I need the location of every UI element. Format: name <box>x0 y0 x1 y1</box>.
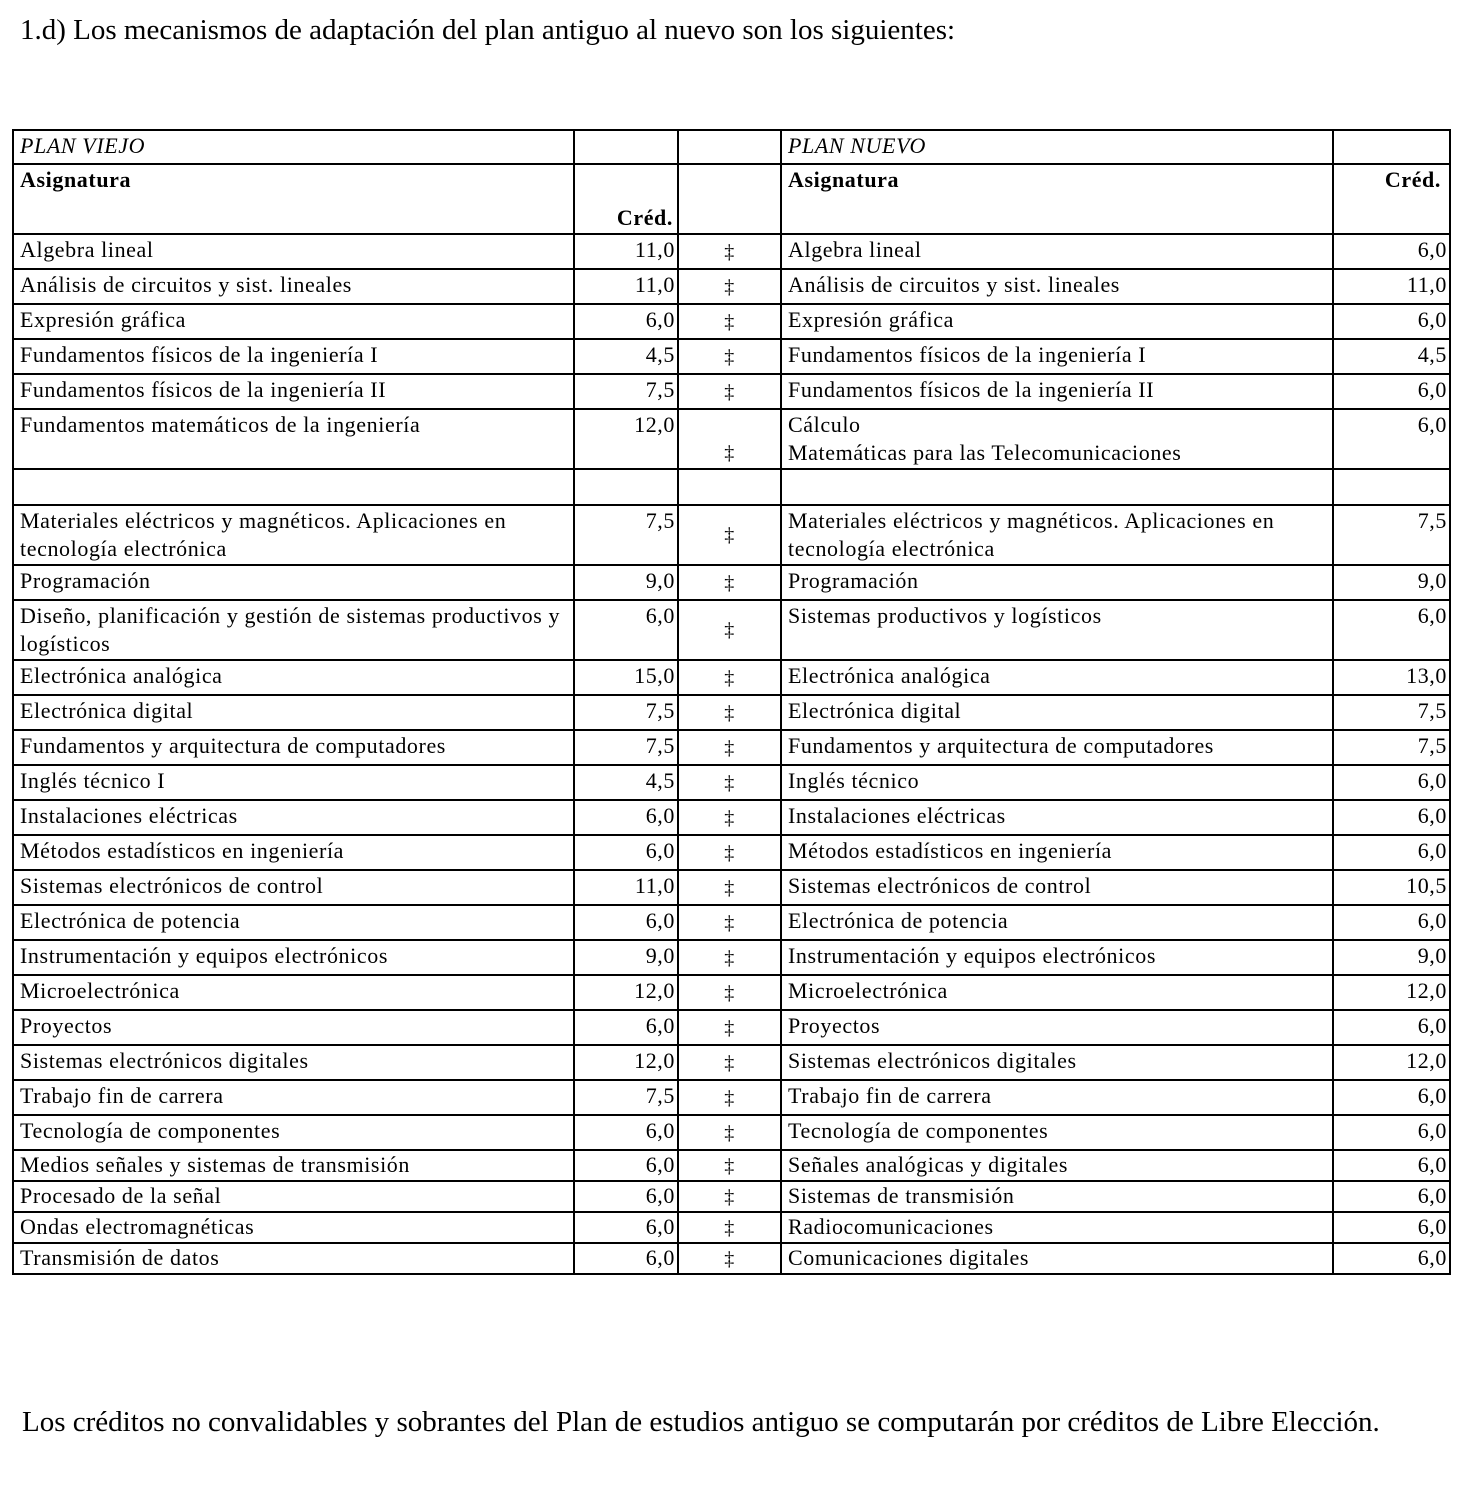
equivalence-mark: ‡ <box>678 1243 781 1274</box>
new-subject-line: Matemáticas para las Telecomunicaciones <box>788 440 1182 465</box>
old-subject: Sistemas electrónicos de control <box>13 870 574 905</box>
new-credits: 6,0 <box>1333 1181 1450 1212</box>
old-credits: 9,0 <box>574 565 678 600</box>
new-credits: 6,0 <box>1333 234 1450 269</box>
old-subject: Procesado de la señal <box>13 1181 574 1212</box>
new-credits: 6,0 <box>1333 1115 1450 1150</box>
new-credits: 6,0 <box>1333 835 1450 870</box>
new-subject: Sistemas productivos y logísticos <box>781 600 1333 660</box>
new-credits: 6,0 <box>1333 905 1450 940</box>
new-subject: Electrónica digital <box>781 695 1333 730</box>
table-row <box>13 1080 1450 1115</box>
old-subject: Electrónica de potencia <box>13 905 574 940</box>
new-credits: 6,0 <box>1333 1150 1450 1181</box>
blank-cell <box>13 469 574 505</box>
old-credits: 6,0 <box>574 1150 678 1181</box>
old-subject: Algebra lineal <box>13 234 574 269</box>
old-subject: Trabajo fin de carrera <box>13 1080 574 1115</box>
equivalence-mark: ‡ <box>678 565 781 600</box>
old-subject: Medios señales y sistemas de transmisión <box>13 1150 574 1181</box>
old-subject: Materiales eléctricos y magnéticos. Aplicaciones en tecnología electrónica <box>13 505 574 565</box>
old-credits: 6,0 <box>574 600 678 660</box>
new-credits: 6,0 <box>1333 800 1450 835</box>
new-credits: 6,0 <box>1333 1243 1450 1274</box>
table-row <box>13 975 1450 1010</box>
old-subject: Electrónica analógica <box>13 660 574 695</box>
new-credits: 11,0 <box>1333 269 1450 304</box>
old-credits: 6,0 <box>574 1212 678 1243</box>
new-subject: Instrumentación y equipos electrónicos <box>781 940 1333 975</box>
new-subject: Instalaciones eléctricas <box>781 800 1333 835</box>
new-subject: Fundamentos físicos de la ingeniería I <box>781 339 1333 374</box>
equivalence-mark: ‡ <box>678 800 781 835</box>
table-row <box>13 730 1450 765</box>
table-row <box>13 1181 1450 1212</box>
table-row <box>13 374 1450 409</box>
table-row <box>13 565 1450 600</box>
new-credits: 12,0 <box>1333 975 1450 1010</box>
table-row <box>13 765 1450 800</box>
old-subject: Programación <box>13 565 574 600</box>
new-subject: Tecnología de componentes <box>781 1115 1333 1150</box>
blank-row <box>13 469 1450 505</box>
new-subject: Inglés técnico <box>781 765 1333 800</box>
equivalence-mark: ‡ <box>678 1115 781 1150</box>
old-subject: Proyectos <box>13 1010 574 1045</box>
table-row <box>13 695 1450 730</box>
old-subject: Métodos estadísticos en ingeniería <box>13 835 574 870</box>
old-credits: 7,5 <box>574 695 678 730</box>
equivalence-mark: ‡ <box>678 339 781 374</box>
old-credits: 11,0 <box>574 870 678 905</box>
new-subject: Análisis de circuitos y sist. lineales <box>781 269 1333 304</box>
intro-text: 1.d) Los mecanismos de adaptación del plan antiguo al nuevo son los siguientes: <box>20 14 956 46</box>
new-subject: Electrónica analógica <box>781 660 1333 695</box>
new-credits: 7,5 <box>1333 730 1450 765</box>
old-subject: Diseño, planificación y gestión de sistemas productivos y logísticos <box>13 600 574 660</box>
equivalence-mark: ‡ <box>678 374 781 409</box>
new-credits: 6,0 <box>1333 409 1450 469</box>
new-subject: Proyectos <box>781 1010 1333 1045</box>
new-credits: 9,0 <box>1333 565 1450 600</box>
equivalence-mark: ‡ <box>678 600 781 660</box>
old-credits: 7,5 <box>574 730 678 765</box>
old-subject: Expresión gráfica <box>13 304 574 339</box>
equivalence-mark: ‡ <box>678 730 781 765</box>
new-subject: Métodos estadísticos en ingeniería <box>781 835 1333 870</box>
table-row <box>13 870 1450 905</box>
equivalence-mark: ‡ <box>678 304 781 339</box>
table-row <box>13 505 1450 565</box>
table-row <box>13 269 1450 304</box>
equivalence-mark: ‡ <box>678 1080 781 1115</box>
new-credits: 6,0 <box>1333 1080 1450 1115</box>
new-subject: Señales analógicas y digitales <box>781 1150 1333 1181</box>
equivalence-mark: ‡ <box>678 905 781 940</box>
old-subject: Análisis de circuitos y sist. lineales <box>13 269 574 304</box>
old-credits: 6,0 <box>574 835 678 870</box>
old-subject: Microelectrónica <box>13 975 574 1010</box>
table-row <box>13 339 1450 374</box>
new-subject: Sistemas electrónicos de control <box>781 870 1333 905</box>
new-subject: Fundamentos y arquitectura de computadores <box>781 730 1333 765</box>
equivalence-mark: ‡ <box>678 1010 781 1045</box>
equivalence-mark: ‡ <box>678 695 781 730</box>
old-credits: 11,0 <box>574 234 678 269</box>
new-credits: 6,0 <box>1333 374 1450 409</box>
equivalence-mark: ‡ <box>678 505 781 565</box>
new-subject: Radiocomunicaciones <box>781 1212 1333 1243</box>
old-subject: Fundamentos físicos de la ingeniería I <box>13 339 574 374</box>
old-credits: 4,5 <box>574 339 678 374</box>
old-plan-title: PLAN VIEJO <box>13 130 574 164</box>
old-credits: 7,5 <box>574 1080 678 1115</box>
blank-cell <box>781 469 1333 505</box>
new-credits: 6,0 <box>1333 600 1450 660</box>
old-subject-header: Asignatura <box>13 164 574 234</box>
new-credits: 6,0 <box>1333 304 1450 339</box>
new-subject: Microelectrónica <box>781 975 1333 1010</box>
new-credits: 10,5 <box>1333 870 1450 905</box>
old-credits: 7,5 <box>574 374 678 409</box>
equivalence-mark: ‡ <box>678 1181 781 1212</box>
old-credits: 4,5 <box>574 765 678 800</box>
old-subject: Sistemas electrónicos digitales <box>13 1045 574 1080</box>
new-subject: Algebra lineal <box>781 234 1333 269</box>
table-row <box>13 234 1450 269</box>
equivalence-mark: ‡ <box>678 1045 781 1080</box>
old-credits: 6,0 <box>574 1115 678 1150</box>
old-credits: 11,0 <box>574 269 678 304</box>
equivalence-mark: ‡ <box>678 409 781 469</box>
new-subject-line: Cálculo <box>788 412 861 437</box>
table-row <box>13 905 1450 940</box>
new-subject: Programación <box>781 565 1333 600</box>
new-subject: Trabajo fin de carrera <box>781 1080 1333 1115</box>
old-credits: 12,0 <box>574 409 678 469</box>
old-credits: 15,0 <box>574 660 678 695</box>
table-row <box>13 940 1450 975</box>
new-credits: 9,0 <box>1333 940 1450 975</box>
old-credits: 7,5 <box>574 505 678 565</box>
old-subject: Inglés técnico I <box>13 765 574 800</box>
blank-cell <box>678 469 781 505</box>
old-credits: 6,0 <box>574 1243 678 1274</box>
old-credits: 9,0 <box>574 940 678 975</box>
new-credits: 13,0 <box>1333 660 1450 695</box>
table-row <box>13 409 1450 469</box>
new-subject-header: Asignatura <box>781 164 1333 234</box>
new-credits: 4,5 <box>1333 339 1450 374</box>
table-row <box>13 1243 1450 1274</box>
old-subject: Fundamentos y arquitectura de computadores <box>13 730 574 765</box>
old-credits: 6,0 <box>574 905 678 940</box>
old-credits: 6,0 <box>574 800 678 835</box>
old-credits: 12,0 <box>574 1045 678 1080</box>
old-subject: Instalaciones eléctricas <box>13 800 574 835</box>
old-subject: Electrónica digital <box>13 695 574 730</box>
equivalence-mark: ‡ <box>678 940 781 975</box>
old-credits: 6,0 <box>574 1181 678 1212</box>
old-credits-header: Créd. <box>574 164 678 234</box>
table-row <box>13 1150 1450 1181</box>
equivalence-mark: ‡ <box>678 975 781 1010</box>
new-plan-title: PLAN NUEVO <box>781 130 1333 164</box>
equivalence-mark: ‡ <box>678 870 781 905</box>
new-credits-header: Créd. <box>1333 164 1450 234</box>
closing-note: Los créditos no convalidables y sobrantes del Plan de estudios antiguo se computarán por créditos de Libre Elección. <box>22 1406 1380 1438</box>
table-row <box>13 835 1450 870</box>
new-subject: Fundamentos físicos de la ingeniería II <box>781 374 1333 409</box>
new-credits: 7,5 <box>1333 505 1450 565</box>
old-credits: 6,0 <box>574 304 678 339</box>
table-row <box>13 1212 1450 1243</box>
table-row <box>13 1115 1450 1150</box>
new-subject <box>781 409 1333 469</box>
equivalence-mark: ‡ <box>678 765 781 800</box>
old-subject: Fundamentos físicos de la ingeniería II <box>13 374 574 409</box>
old-subject: Tecnología de componentes <box>13 1115 574 1150</box>
blank-cell <box>574 469 678 505</box>
plan-title-row <box>13 130 1450 164</box>
new-credits: 6,0 <box>1333 1010 1450 1045</box>
old-subject: Transmisión de datos <box>13 1243 574 1274</box>
table-row <box>13 1045 1450 1080</box>
old-subject: Instrumentación y equipos electrónicos <box>13 940 574 975</box>
old-credits: 6,0 <box>574 1010 678 1045</box>
old-subject: Fundamentos matemáticos de la ingeniería <box>13 409 574 469</box>
equivalence-mark: ‡ <box>678 835 781 870</box>
new-subject: Comunicaciones digitales <box>781 1243 1333 1274</box>
old-credits: 12,0 <box>574 975 678 1010</box>
new-credits: 7,5 <box>1333 695 1450 730</box>
new-credits: 12,0 <box>1333 1045 1450 1080</box>
table-row <box>13 660 1450 695</box>
new-subject: Electrónica de potencia <box>781 905 1333 940</box>
new-subject: Sistemas electrónicos digitales <box>781 1045 1333 1080</box>
new-subject: Materiales eléctricos y magnéticos. Aplicaciones en tecnología electrónica <box>781 505 1333 565</box>
column-header-row <box>13 164 1450 234</box>
table-row <box>13 600 1450 660</box>
equivalence-mark: ‡ <box>678 1150 781 1181</box>
table-row <box>13 304 1450 339</box>
equivalence-mark: ‡ <box>678 269 781 304</box>
adaptation-table <box>12 129 1451 1275</box>
new-subject: Expresión gráfica <box>781 304 1333 339</box>
old-subject: Ondas electromagnéticas <box>13 1212 574 1243</box>
new-credits: 6,0 <box>1333 1212 1450 1243</box>
equivalence-mark: ‡ <box>678 660 781 695</box>
new-credits: 6,0 <box>1333 765 1450 800</box>
new-subject: Sistemas de transmisión <box>781 1181 1333 1212</box>
table-row <box>13 1010 1450 1045</box>
equivalence-mark: ‡ <box>678 1212 781 1243</box>
table-row <box>13 800 1450 835</box>
blank-cell <box>1333 469 1450 505</box>
equivalence-mark: ‡ <box>678 234 781 269</box>
